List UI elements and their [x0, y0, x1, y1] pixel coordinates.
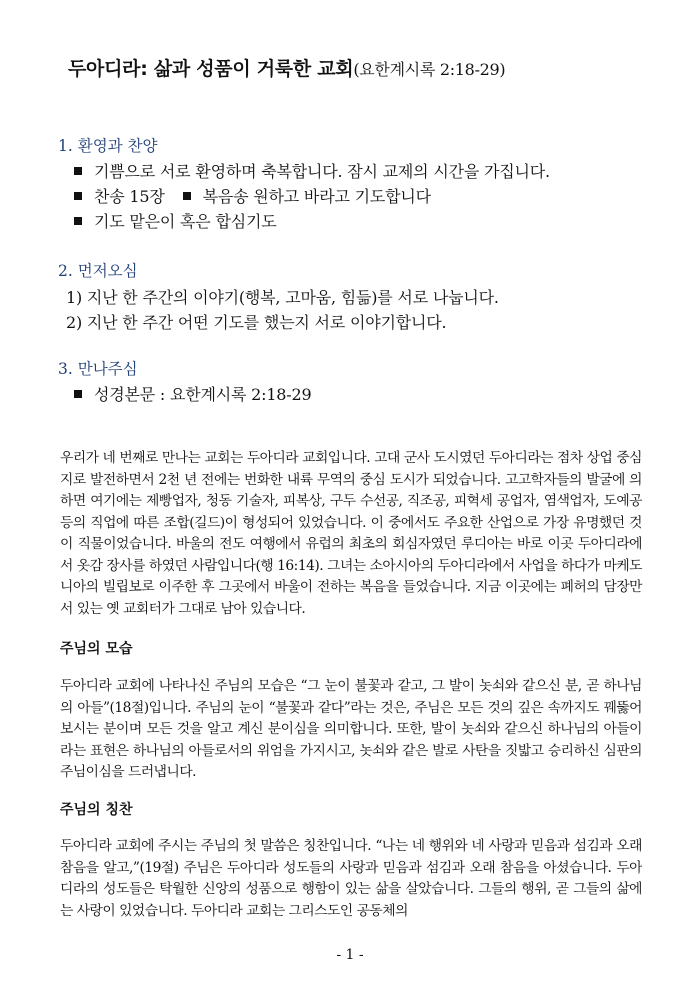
title-main: 두아디라: 삶과 성품이 거룩한 교회 — [68, 58, 354, 80]
subheading-praise: 주님의 칭찬 — [60, 802, 133, 818]
square-bullet-icon — [74, 167, 82, 175]
square-bullet-icon — [183, 192, 191, 200]
square-bullet-icon — [74, 390, 82, 398]
square-bullet-icon — [74, 192, 82, 200]
page-number: - 1 - — [336, 947, 364, 963]
section-heading-welcome: 1. 환영과 찬양 — [58, 137, 158, 155]
list-item: 2) 지난 한 주간 어떤 기도를 했는지 서로 이야기합니다. — [66, 313, 447, 332]
praise-paragraph: 두아디라 교회에 주시는 주님의 첫 말씀은 칭찬입니다. “나는 네 행위와 네 사랑과 믿음과 섬김과 오래 참음을 알고,”(19절) 주님은 두아디라 성도들의 사랑과 믿음과 섬김과 오래 참음을 아셨습니다. 두아디라의 성도들은 탁월한 신앙의 성품으로 행함이 있는 삶을 살았습니다. 그들의 행위, 곧 그들의 삶에는 사랑이 있었습니다. 두아디라 교회는 그리스도인 공동체의 — [60, 838, 642, 919]
intro-paragraph: 우리가 네 번째로 만나는 교회는 두아디라 교회입니다. 고대 군사 도시였던 두아디라는 점차 상업 중심지로 발전하면서 2천 년 전에는 번화한 내륙 무역의 중심 도시가 되었습니다. 고고학자들의 발굴에 의하면 여기에는 제빵업자, 청동 기술자, 피복상, 구두 수선공, 직조공, 피혁세 공업자, 염색업자, 도예공 등의 직업에 따른 조합(길드)이 형성되어 있었습니다. 이 중에서도 주요한 산업으로 가장 유명했던 것이 직물이었습니다. 바울의 전도 여행에서 유럽의 최초의 회심자였던 루디아는 바로 이곳 두아디라에서 옷감 장사를 하였던 사람입니다(행 16:14). 그녀는 소아시아의 두아디라에서 사업을 하다가 마케도니아의 빌립보로 이주한 후 그곳에서 바울이 전하는 복음을 들었습니다. 지금 이곳에는 폐허의 담장만 서 있는 옛 교회터가 그대로 남아 있습니다. — [60, 450, 642, 617]
title-reference: (요한계시록 2:18-29) — [353, 60, 506, 79]
appearance-paragraph: 두아디라 교회에 나타나신 주님의 모습은 “그 눈이 불꽃과 같고, 그 발이 놋쇠와 같으신 분, 곧 하나님의 아들”(18절)입니다. 주님의 눈이 “불꽃과 같다”라는 것은, 주님은 모든 것의 깊은 속까지도 꿰뚫어 보시는 분이며 모든 것을 알고 계신 분이심을 의미합니다. 또한, 발이 놋쇠와 같으신 하나님의 아들이라는 표현은 하나님의 아들로서의 위엄을 가지시고, 놋쇠와 같은 발로 사탄을 짓밟고 승리하신 심판의 주님이심을 드러냅니다. — [60, 678, 642, 780]
list-item: 1) 지난 한 주간의 이야기(행복, 고마움, 힘듦)를 서로 나눕니다. — [66, 288, 499, 307]
list-item: 찬송 15장 복음송 원하고 바라고 기도합니다 — [74, 184, 431, 207]
section-heading-first-coming: 2. 먼저오심 — [58, 262, 138, 280]
page-title — [68, 54, 668, 81]
list-item: 성경본문 : 요한계시록 2:18-29 — [74, 382, 311, 405]
subheading-appearance: 주님의 모습 — [60, 641, 133, 657]
section-heading-meeting: 3. 만나주심 — [58, 360, 138, 378]
list-item: 기쁨으로 서로 환영하며 축복합니다. 잠시 교제의 시간을 가집니다. — [74, 159, 550, 182]
list-item: 기도 맡은이 혹은 합심기도 — [74, 209, 276, 232]
square-bullet-icon — [74, 217, 82, 225]
